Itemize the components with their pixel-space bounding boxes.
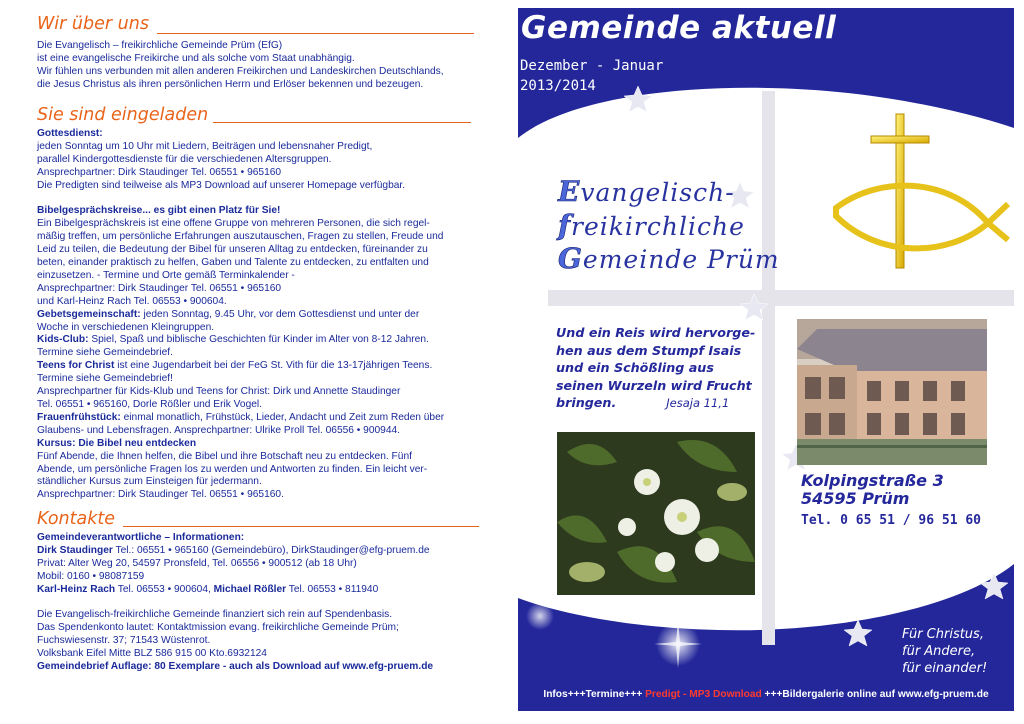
- heading-invited: Sie sind eingeladen: [37, 105, 209, 125]
- street: Kolpingstraße 3: [801, 471, 944, 490]
- bible-line: Ein Bibelgesprächskreis ist eine offene Gruppe von mehreren Personen, die sich regel-: [37, 218, 430, 230]
- course-line: Fünf Abende, die Ihnen helfen, die Bibel und ihre Botschaft neu zu entdecken. Fünf: [37, 450, 412, 462]
- bible-verse: [556, 324, 755, 413]
- motto-line: für einander!: [902, 661, 988, 676]
- bible-line: einzusetzen. - Termine und Orte gemäß Terminkalender -: [37, 269, 295, 281]
- contacts-text: [37, 532, 433, 674]
- fellowship-line: [37, 309, 444, 322]
- bible-circle-title: Bibelgesprächskreise... es gibt einen Platz für Sie!: [37, 205, 281, 217]
- contact-line: Mobil: 0160 • 98087159: [37, 570, 145, 582]
- about-line: Die Evangelisch – freikirchliche Gemeinde Prüm (EfG): [37, 40, 283, 51]
- church-name-text: reikirchliche: [571, 212, 745, 241]
- sparkle-icon: [526, 602, 554, 630]
- kids-line: Termine siehe Gemeindebrief.: [37, 347, 173, 359]
- contact-text: Tel.: 06551 • 965160 (Gemeindebüro), DirkStaudinger@efg-pruem.de: [112, 544, 430, 556]
- course-line: Ansprechpartner: Dirk Staudinger Tel. 06551 • 965160.: [37, 489, 284, 501]
- verse-line: seinen Wurzeln wird Frucht: [556, 377, 752, 393]
- church-name-text: emeinde Prüm: [582, 245, 780, 274]
- finance-line: Die Evangelisch-freikirchliche Gemeinde finanziert sich rein auf Spendenbasis.: [37, 609, 393, 621]
- dirk-line: [37, 545, 433, 558]
- bible-line: Ansprechpartner: Dirk Staudinger Tel. 06551 • 965160: [37, 282, 282, 294]
- bible-line: beten, einander praktisch zu helfen, Gaben und Talente zu entdecken, zu entfalten und: [37, 257, 429, 269]
- heading-underline: [157, 33, 474, 34]
- invite-text: [37, 128, 444, 502]
- cover-title: Gemeinde aktuell: [521, 10, 837, 46]
- cross-horizontal: [548, 290, 1014, 306]
- contact-name: Karl-Heinz Rach: [37, 583, 116, 595]
- verse-text: bringen.: [556, 395, 617, 411]
- contact-text: Tel. 06553 • 811940: [286, 583, 379, 595]
- course-title: Kursus: Die Bibel neu entdecken: [37, 437, 197, 449]
- left-panel: [0, 0, 500, 724]
- teens-line: Termine siehe Gemeindebrief!: [37, 373, 173, 385]
- women-line: Glaubens- und Lebensfragen. Ansprechpartner: Ulrike Proll Tel. 06556 • 900944.: [37, 424, 401, 436]
- responsible-title: Gemeindeverantwortliche – Informationen:: [37, 532, 245, 543]
- about-line: die Jesus Christus als ihren persönlichen Herrn und Erlöser bekennen und bezeugen.: [37, 78, 424, 90]
- teens-title: Teens for Christ: [37, 360, 115, 372]
- star-icon: [844, 620, 872, 646]
- fellowship-title: Gebetsgemeinschaft:: [37, 308, 141, 320]
- women-text: einmal monatlich, Frühstück, Lieder, Andacht und Zeit zum Reden über: [120, 411, 445, 423]
- service-line: parallel Kindergottesdienste für die verschiedenen Altersgruppen.: [37, 153, 332, 165]
- initial-letter: E: [558, 175, 581, 208]
- fellowship-line: Woche in verschiedenen Kleingruppen.: [37, 321, 215, 333]
- motto-line: für Andere,: [902, 644, 976, 659]
- cover-period-months: Dezember - Januar: [520, 58, 664, 74]
- contact-name: Dirk Staudinger: [37, 544, 113, 556]
- heading-underline: [213, 122, 471, 123]
- contact-line: Privat: Alter Weg 20, 54597 Pronsfeld, Tel. 06556 • 900512 (ab 18 Uhr): [37, 557, 357, 569]
- finance-line: Das Spendenkonto lautet: Kontaktmission evang. freikirchliche Gemeinde Prüm;: [37, 622, 399, 634]
- contact-text: Tel. 06553 • 900604,: [115, 583, 214, 595]
- kids-text: Spiel, Spaß und biblische Geschichten für Kinder im Alter von 8-12 Jahren.: [88, 334, 429, 346]
- verse-line: [556, 394, 755, 413]
- address: [801, 472, 944, 507]
- teens-text: ist eine Jugendarbeit bei der FeG St. Vith für die 13-17jährigen Teens.: [114, 360, 433, 372]
- church-name-line2: [558, 209, 745, 242]
- finance-line: Fuchswiesenstr. 37; 71543 Wüstenrot.: [37, 635, 211, 647]
- cover-period-years: 2013/2014: [520, 78, 596, 94]
- finance-line: Volksbank Eifel Mitte BLZ 586 915 00 Kto.6932124: [37, 648, 267, 660]
- verse-line: hen aus dem Stumpf Isais: [556, 342, 742, 358]
- footer-download-link[interactable]: Predigt - MP3 Download: [645, 689, 762, 700]
- cross-vertical: [762, 91, 775, 645]
- motto: [902, 626, 987, 677]
- about-line: ist eine evangelische Freikirche und als solche vom Staat unabhängig.: [37, 52, 355, 64]
- women-title: Frauenfrühstück:: [37, 411, 121, 423]
- course-line: Abende, um persönliche Fragen los zu werden und Antworten zu finden. Ein leicht ver-: [37, 463, 428, 475]
- karl-michael-line: [37, 584, 433, 597]
- about-text: [37, 40, 444, 92]
- about-line: Wir fühlen uns verbunden mit allen anderen Freikirchen und Landeskirchen Deutschlands,: [37, 65, 444, 77]
- kids-title: Kids-Club:: [37, 334, 89, 346]
- verse-line: und ein Schößling aus: [556, 360, 714, 376]
- church-name-line3: [558, 242, 780, 275]
- city: 54595 Prüm: [801, 488, 910, 508]
- service-line: Ansprechpartner: Dirk Staudinger Tel. 06551 • 965160: [37, 166, 282, 178]
- course-line: ständlicher Kursus zum Einsteigen für jedermann.: [37, 476, 262, 488]
- footer-text: Infos+++Termine+++: [543, 689, 646, 700]
- bible-line: mäßig treffen, um persönliche Erfahrungen auszutauschen, Fragen zu stellen, Freude und: [37, 231, 444, 243]
- church-name-text: vangelisch-: [580, 178, 735, 207]
- church-building-image: [797, 319, 987, 465]
- contact-name: Michael Rößler: [213, 583, 287, 595]
- verse-line: Und ein Reis wird hervorge-: [556, 325, 756, 340]
- heading-about-us: Wir über uns: [37, 14, 149, 34]
- initial-letter: f: [558, 209, 572, 242]
- service-title: Gottesdienst:: [37, 128, 103, 139]
- service-line: jeden Sonntag um 10 Uhr mit Liedern, Beiträgen und lebensnaher Predigt,: [37, 140, 373, 152]
- church-name-line1: [558, 175, 735, 208]
- teens-line: [37, 360, 444, 373]
- phone-number: Tel. 0 65 51 / 96 51 60: [801, 513, 982, 528]
- bible-line: und Karl-Heinz Rach Tel. 06553 • 900604.: [37, 295, 227, 307]
- teens-line: Ansprechpartner für Kids-Klub und Teens for Christ: Dirk und Annette Staudinger: [37, 386, 401, 398]
- kids-line: [37, 334, 444, 347]
- women-line: [37, 412, 444, 425]
- bible-line: Leid zu teilen, die Bedeutung der Bibel für unseren Alltag zu entdecken, füreinander zu: [37, 244, 428, 256]
- initial-letter: G: [558, 242, 583, 275]
- verse-reference: Jesaja 11,1: [666, 396, 730, 411]
- service-line: Die Predigten sind teilweise als MP3 Download auf unserer Homepage verfügbar.: [37, 179, 406, 191]
- edition-line: Gemeindebrief Auflage: 80 Exemplare - auch als Download auf www.efg-pruem.de: [37, 661, 434, 673]
- fellowship-text: jeden Sonntag, 9.45 Uhr, vor dem Gottesdienst und unter der: [140, 308, 420, 320]
- right-panel-cover: [518, 8, 1014, 711]
- footer-text: +++Bildergalerie online auf www.efg-pruem.de: [761, 689, 989, 700]
- teens-line: Tel. 06551 • 965160, Dorle Rößler und Erik Vogel.: [37, 399, 262, 411]
- motto-line: Für Christus,: [902, 627, 984, 642]
- footer-banner: [518, 689, 1014, 700]
- heading-underline: [123, 526, 479, 527]
- heading-contacts: Kontakte: [37, 509, 115, 529]
- flower-photo: [557, 432, 755, 595]
